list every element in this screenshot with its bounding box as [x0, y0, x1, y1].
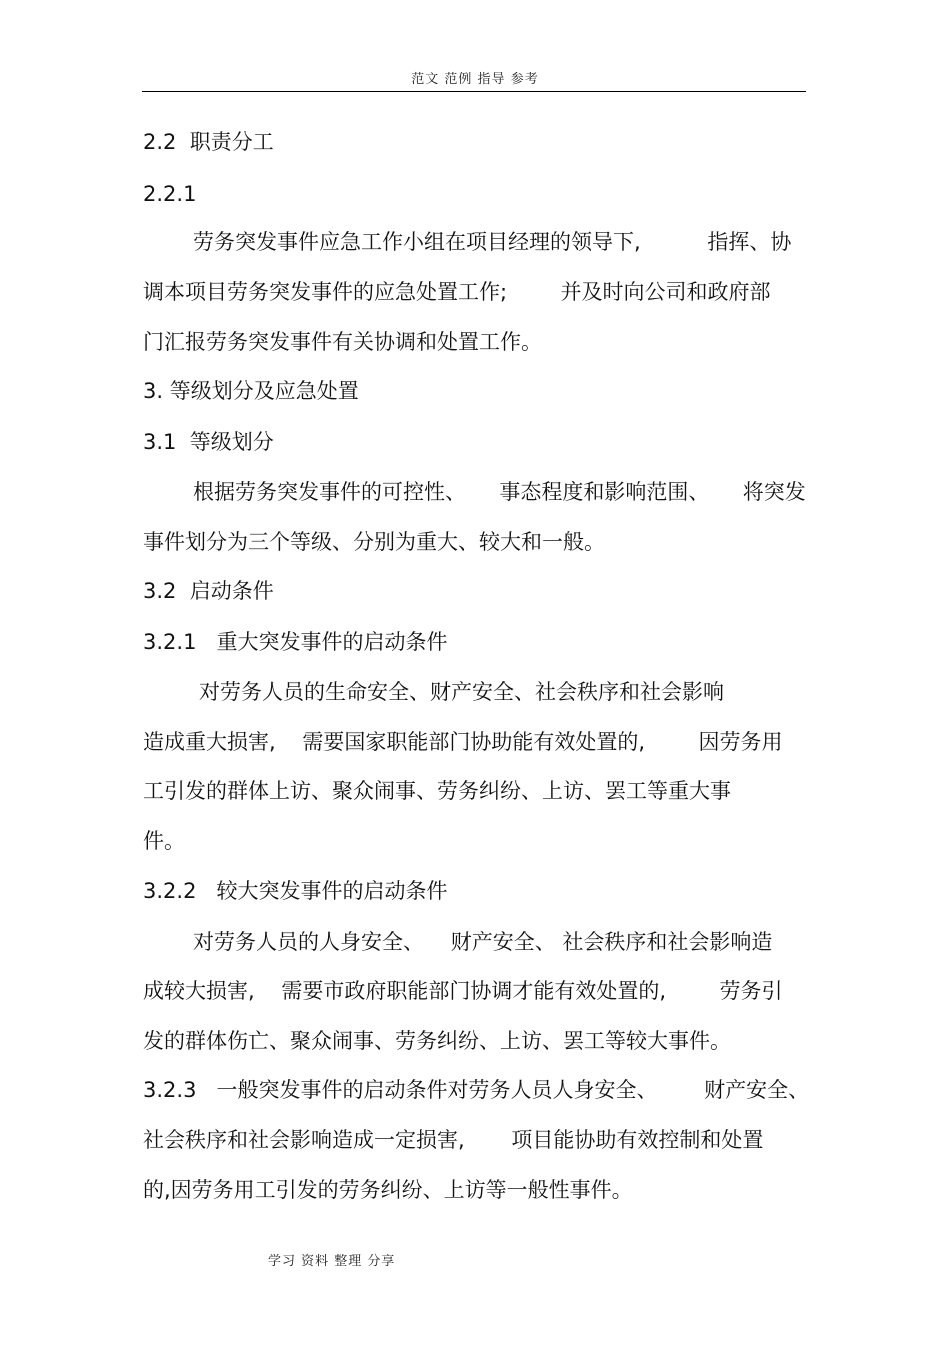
paragraph-line: 发的群体伤亡、聚众闹事、劳务纠纷、上访、罢工等较大事件。 [143, 1029, 731, 1053]
paragraph-line: 造成重大损害, 需要国家职能部门协助能有效处置的, 因劳务用 [143, 730, 783, 754]
paragraph-line: 的,因劳务用工引发的劳务纠纷、上访等一般性事件。 [143, 1178, 633, 1202]
page-header: 范文 范例 指导 参考 [411, 72, 539, 87]
section-heading-2-2: 2.2 职责分工 [143, 130, 274, 154]
section-heading-3-2-1: 3.2.1 重大突发事件的启动条件 [143, 630, 448, 654]
paragraph-line: 工引发的群体上访、聚众闹事、劳务纠纷、上访、罢工等重大事 [143, 779, 731, 803]
page-footer: 学习 资料 整理 分享 [268, 1254, 396, 1269]
section-heading-3-1: 3.1 等级划分 [143, 430, 274, 454]
section-heading-3-2: 3.2 启动条件 [143, 579, 274, 603]
paragraph-line: 劳务突发事件应急工作小组在项目经理的领导下, 指挥、协 [193, 230, 792, 254]
paragraph-line: 社会秩序和社会影响造成一定损害, 项目能协助有效控制和处置 [143, 1128, 764, 1152]
section-heading-3: 3. 等级划分及应急处置 [143, 379, 359, 403]
header-divider [142, 91, 806, 92]
paragraph-line: 调本项目劳务突发事件的应急处置工作; 并及时向公司和政府部 [143, 280, 771, 304]
paragraph-line: 对劳务人员的生命安全、财产安全、社会秩序和社会影响 [199, 680, 724, 704]
paragraph-line: 事件划分为三个等级、分别为重大、较大和一般。 [143, 530, 605, 554]
paragraph-line: 根据劳务突发事件的可控性、 事态程度和影响范围、 将突发 [193, 480, 806, 504]
paragraph-line: 成较大损害, 需要市政府职能部门协调才能有效处置的, 劳务引 [143, 979, 783, 1003]
section-heading-3-2-2: 3.2.2 较大突发事件的启动条件 [143, 879, 448, 903]
paragraph-line: 对劳务人员的人身安全、 财产安全、 社会秩序和社会影响造 [193, 930, 773, 954]
section-heading-3-2-3: 3.2.3 一般突发事件的启动条件对劳务人员人身安全、 财产安全、 [143, 1078, 810, 1102]
paragraph-line: 门汇报劳务突发事件有关协调和处置工作。 [143, 330, 542, 354]
paragraph-line: 件。 [143, 829, 185, 853]
section-heading-2-2-1: 2.2.1 [143, 182, 197, 206]
